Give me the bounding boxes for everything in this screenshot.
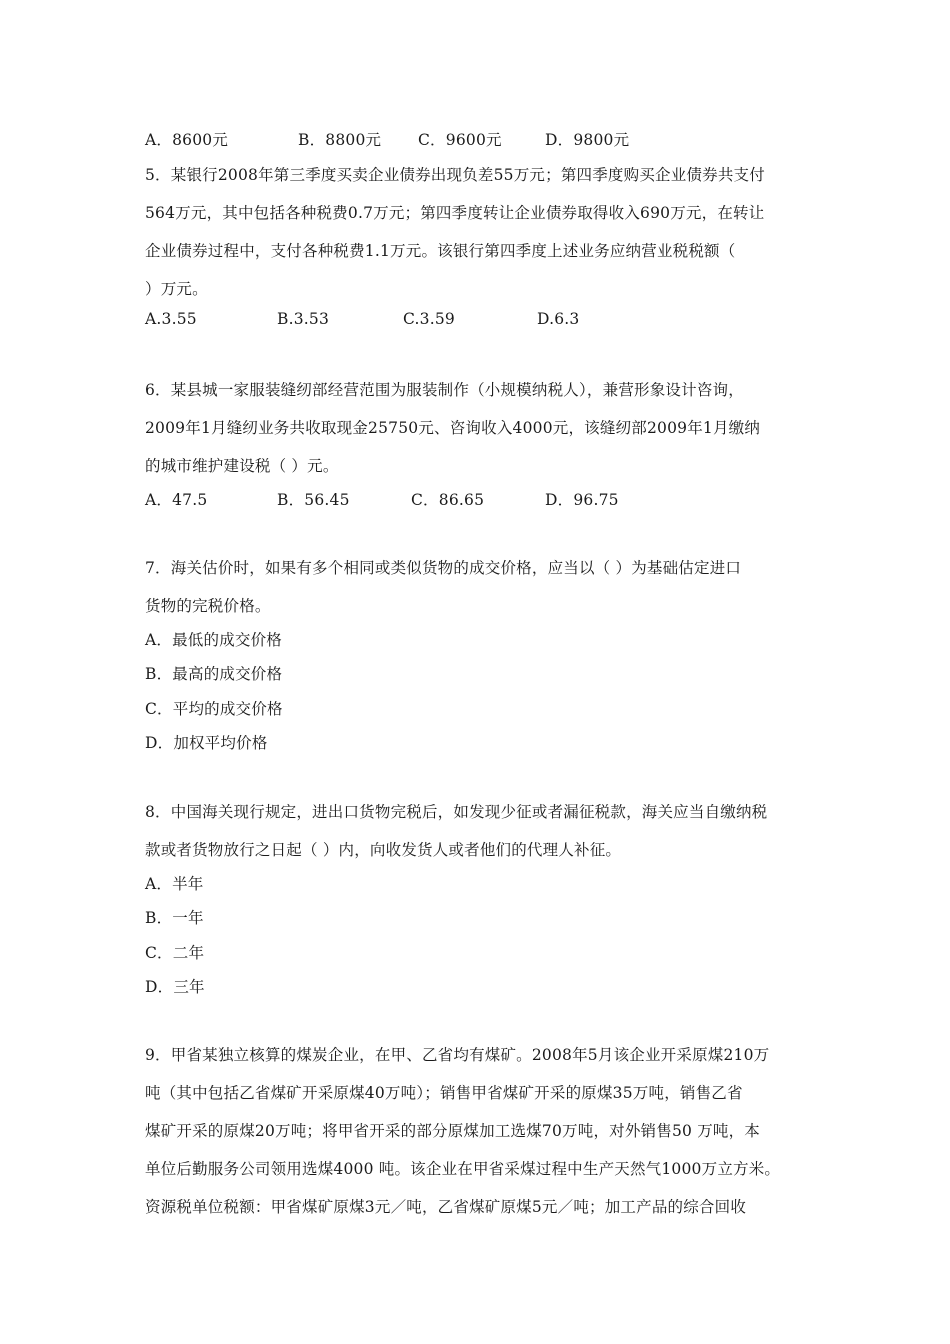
q5-text-line-2: 564万元，其中包括各种税费0.7万元；第四季度转让企业债券取得收入690万元，在转让 xyxy=(145,204,765,222)
q5-option-c: C.3.59 xyxy=(403,310,455,328)
q6-text-line-1: 6．某县城一家服装缝纫部经营范围为服装制作（小规模纳税人），兼营形象设计咨询， xyxy=(145,381,744,399)
q8-option-a: A．半年 xyxy=(145,875,204,893)
q4-option-a: A．8600元 xyxy=(145,131,229,149)
q6-text-line-2: 2009年1月缝纫业务共收取现金25750元、咨询收入4000元，该缝纫部2009年1月缴纳 xyxy=(145,419,761,437)
q8-text-line-1: 8．中国海关现行规定，进出口货物完税后，如发现少征或者漏征税款，海关应当自缴纳税 xyxy=(145,803,768,821)
q6-option-d: D．96.75 xyxy=(545,491,619,509)
q5-option-a: A.3.55 xyxy=(145,310,197,328)
q9-text-line-3: 煤矿开采的原煤20万吨；将甲省开采的部分原煤加工选煤70万吨，对外销售50 万吨，本 xyxy=(145,1122,760,1140)
q9-text-line-4: 单位后勤服务公司领用选煤4000 吨。该企业在甲省采煤过程中生产天然气1000万立方米。 xyxy=(145,1160,781,1178)
q5-option-d: D.6.3 xyxy=(537,310,580,328)
q9-text-line-1: 9．甲省某独立核算的煤炭企业，在甲、乙省均有煤矿。2008年5月该企业开采原煤210万 xyxy=(145,1046,770,1064)
q8-option-c: C．二年 xyxy=(145,944,205,962)
q9-text-line-5: 资源税单位税额：甲省煤矿原煤3元／吨，乙省煤矿原煤5元／吨；加工产品的综合回收 xyxy=(145,1198,747,1216)
q6-option-b: B．56.45 xyxy=(277,491,350,509)
q5-text-line-4: ）万元。 xyxy=(145,280,208,298)
q8-option-b: B．一年 xyxy=(145,909,204,927)
q5-text-line-3: 企业债券过程中，支付各种税费1.1万元。该银行第四季度上述业务应纳营业税税额（ xyxy=(145,242,736,260)
q5-option-b: B.3.53 xyxy=(277,310,330,328)
q7-option-d: D．加权平均价格 xyxy=(145,734,268,752)
q7-text-line-2: 货物的完税价格。 xyxy=(145,597,271,615)
q6-option-c: C．86.65 xyxy=(411,491,485,509)
q4-option-b: B．8800元 xyxy=(298,131,382,149)
q7-option-c: C．平均的成交价格 xyxy=(145,700,283,718)
q5-text-line-1: 5．某银行2008年第三季度买卖企业债券出现负差55万元；第四季度购买企业债券共支付 xyxy=(145,166,765,184)
q4-option-d: D．9800元 xyxy=(545,131,630,149)
q8-option-d: D．三年 xyxy=(145,978,205,996)
q6-option-a: A．47.5 xyxy=(145,491,208,509)
q9-text-line-2: 吨（其中包括乙省煤矿开采原煤40万吨）；销售甲省煤矿开采的原煤35万吨，销售乙省 xyxy=(145,1084,743,1102)
q7-option-a: A．最低的成交价格 xyxy=(145,631,282,649)
q7-text-line-1: 7．海关估价时，如果有多个相同或类似货物的成交价格，应当以（ ）为基础估定进口 xyxy=(145,559,742,577)
q7-option-b: B．最高的成交价格 xyxy=(145,665,283,683)
q4-option-c: C．9600元 xyxy=(418,131,502,149)
q8-text-line-2: 款或者货物放行之日起（ ）内，向收发货人或者他们的代理人补征。 xyxy=(145,841,622,859)
q6-text-line-3: 的城市维护建设税（ ）元。 xyxy=(145,457,339,475)
